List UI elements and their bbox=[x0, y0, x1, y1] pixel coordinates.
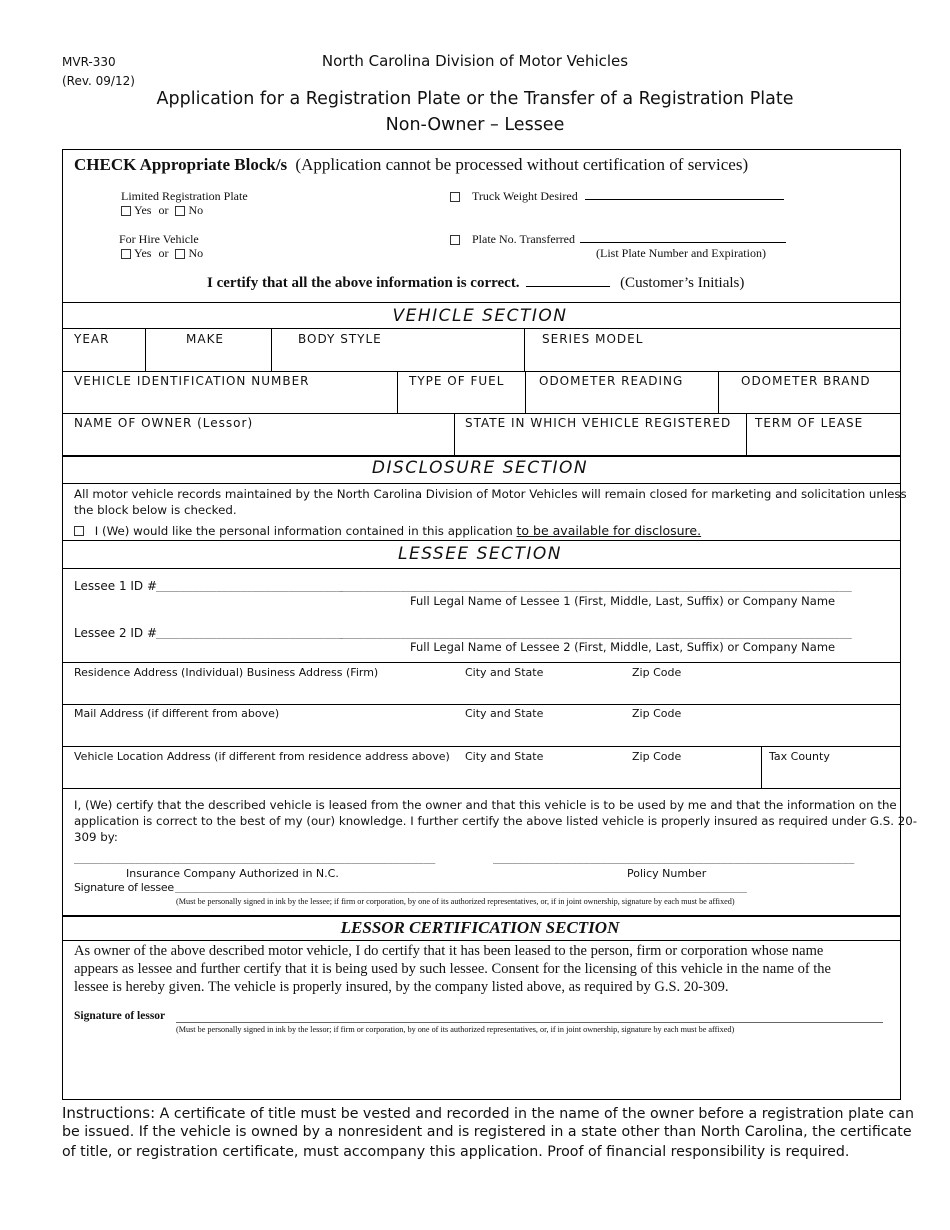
lessor-text-1: As owner of the above described motor vehicle, I do certify that it has been leased to the person, firm or corporation whose name bbox=[74, 943, 824, 959]
divider bbox=[62, 302, 901, 303]
cell-divider bbox=[746, 413, 747, 455]
page-title: Application for a Registration Plate or the Transfer of a Registration Plate bbox=[156, 89, 794, 109]
no-label: No bbox=[188, 203, 204, 217]
disclosure-option-text: I (We) would like the personal information contained in this application bbox=[94, 524, 513, 538]
odometer-reading-label: ODOMETER READING bbox=[539, 374, 684, 388]
series-model-label: SERIES MODEL bbox=[542, 332, 644, 346]
vin-label: VEHICLE IDENTIFICATION NUMBER bbox=[74, 374, 310, 388]
body-style-label: BODY STYLE bbox=[298, 332, 382, 346]
divider bbox=[62, 413, 901, 414]
certify-text: I certify that all the above information is correct. bbox=[207, 275, 520, 291]
cell-divider bbox=[454, 413, 455, 455]
mail-address-label: Mail Address (if different from above) bbox=[74, 707, 280, 720]
lessee-certify-2: application is correct to the best of my (our) knowledge. I further certify the above listed vehicle is properly insured as required under G.S. 20- bbox=[74, 814, 918, 828]
lessee-2-name-field[interactable]: _____________________________________________________________________________________ bbox=[340, 628, 852, 639]
residence-address-label: Residence Address (Individual) Business Address (Firm) bbox=[74, 666, 379, 679]
instructions-line-2: be issued. If the vehicle is owned by a nonresident and is registered in a state other than North Carolina, the certificate bbox=[62, 1124, 912, 1140]
cell-divider bbox=[524, 328, 525, 371]
lessee-signature-note: (Must be personally signed in ink by the lessee; if firm or corporation, by one of its authorized representatives, or, if in joint ownership, signature by each must be affixed) bbox=[176, 897, 735, 906]
disclosure-checkbox[interactable] bbox=[74, 526, 84, 536]
limited-plate-options bbox=[121, 203, 203, 218]
vehicle-section-title: VEHICLE SECTION bbox=[392, 306, 568, 326]
disclosure-text-2: the block below is checked. bbox=[74, 503, 237, 517]
lessor-signature-label: Signature of lessor bbox=[74, 1010, 166, 1022]
no-label: No bbox=[188, 246, 204, 260]
yes-label: Yes bbox=[134, 203, 152, 217]
lessee-2-name-label: Full Legal Name of Lessee 2 (First, Middle, Last, Suffix) or Company Name bbox=[410, 640, 836, 654]
instructions-line-3: of title, or registration certificate, must accompany this application. Proof of financial responsibility is required. bbox=[62, 1144, 850, 1160]
fuel-label: TYPE OF FUEL bbox=[409, 374, 505, 388]
disclosure-option-underlined: to be available for disclosure. bbox=[516, 523, 702, 538]
lessee-1-id-field[interactable]: _______________________________ bbox=[156, 581, 343, 592]
divider bbox=[62, 746, 901, 747]
divider bbox=[62, 915, 901, 917]
lessee-certify-1: I, (We) certify that the described vehicle is leased from the owner and that this vehicle is to be used by me and that the information on the bbox=[74, 798, 897, 812]
lessee-signature-field[interactable]: _______________________________________________________________________________________________ bbox=[175, 882, 747, 893]
divider bbox=[62, 940, 901, 941]
instructions-text-1: A certificate of title must be vested and recorded in the name of the owner before a registration plate can bbox=[155, 1106, 914, 1122]
mail-city-state-label: City and State bbox=[465, 707, 544, 720]
odometer-brand-label: ODOMETER BRAND bbox=[741, 374, 871, 388]
truck-weight-checkbox[interactable] bbox=[450, 192, 460, 202]
lessee-2-id-field[interactable]: _______________________________ bbox=[156, 628, 343, 639]
lessee-signature-label: Signature of lessee bbox=[74, 881, 174, 894]
disclosure-text-1: All motor vehicle records maintained by the North Carolina Division of Motor Vehicles will remain closed for marketing and solicitation unless bbox=[74, 487, 907, 501]
page-subtitle: Non-Owner – Lessee bbox=[385, 115, 565, 135]
plate-transferred-row bbox=[450, 232, 786, 247]
or-label: or bbox=[158, 246, 169, 260]
agency-name: North Carolina Division of Motor Vehicles bbox=[321, 52, 629, 70]
insurance-company-label: Insurance Company Authorized in N.C. bbox=[126, 867, 339, 880]
limited-no-checkbox[interactable] bbox=[175, 206, 185, 216]
or-label: or bbox=[158, 203, 169, 217]
cell-divider bbox=[397, 371, 398, 413]
check-heading: CHECK Appropriate Block/s bbox=[74, 155, 288, 174]
certify-row bbox=[207, 274, 744, 292]
disclosure-option-row bbox=[74, 523, 701, 538]
for-hire-options bbox=[121, 246, 203, 261]
insurance-company-field[interactable]: ____________________________________________________________ bbox=[74, 853, 436, 864]
policy-number-field[interactable]: ____________________________________________________________ bbox=[493, 853, 855, 864]
vehicle-location-label: Vehicle Location Address (if different from residence address above) bbox=[74, 750, 450, 763]
for-hire-label: For Hire Vehicle bbox=[119, 232, 199, 246]
owner-label: NAME OF OWNER (Lessor) bbox=[74, 416, 254, 430]
make-label: MAKE bbox=[186, 332, 225, 346]
form-number: MVR-330 bbox=[62, 55, 116, 69]
state-registered-label: STATE IN WHICH VEHICLE REGISTERED bbox=[465, 416, 732, 430]
cell-divider bbox=[145, 328, 146, 371]
for-hire-yes-checkbox[interactable] bbox=[121, 249, 131, 259]
limited-yes-checkbox[interactable] bbox=[121, 206, 131, 216]
lessee-section-title: LESSEE SECTION bbox=[398, 544, 562, 564]
for-hire-no-checkbox[interactable] bbox=[175, 249, 185, 259]
cell-divider bbox=[271, 328, 272, 371]
revision-date: (Rev. 09/12) bbox=[62, 74, 135, 88]
yes-label: Yes bbox=[134, 246, 152, 260]
lessee-1-id-label: Lessee 1 ID # bbox=[74, 579, 158, 593]
instructions-label: Instructions: bbox=[62, 1104, 156, 1122]
instructions-line-1 bbox=[62, 1104, 914, 1122]
truck-weight-row bbox=[450, 189, 784, 204]
limited-plate-label: Limited Registration Plate bbox=[121, 189, 248, 203]
divider bbox=[62, 704, 901, 705]
lessee-certify-3: 309 by: bbox=[74, 830, 118, 844]
customer-initials-field[interactable] bbox=[526, 274, 610, 287]
lessor-text-2: appears as lessee and further certify that it is being used by such lessee. Consent for the licensing of this vehicle in the name of the bbox=[74, 961, 831, 977]
divider bbox=[62, 662, 901, 663]
divider bbox=[62, 328, 901, 329]
plate-transferred-field[interactable] bbox=[580, 232, 786, 243]
location-zip-label: Zip Code bbox=[632, 750, 682, 763]
cell-divider bbox=[718, 371, 719, 413]
year-label: YEAR bbox=[74, 332, 110, 346]
divider bbox=[62, 455, 901, 457]
lessor-text-3: lessee is hereby given. The vehicle is properly insured, by the company listed above, as required by G.S. 20-309. bbox=[74, 979, 729, 995]
truck-weight-label: Truck Weight Desired bbox=[472, 189, 578, 203]
residence-zip-label: Zip Code bbox=[632, 666, 682, 679]
location-city-state-label: City and State bbox=[465, 750, 544, 763]
divider bbox=[62, 568, 901, 569]
mail-zip-label: Zip Code bbox=[632, 707, 682, 720]
plate-transferred-checkbox[interactable] bbox=[450, 235, 460, 245]
customer-initials-label: (Customer’s Initials) bbox=[620, 275, 745, 291]
plate-note: (List Plate Number and Expiration) bbox=[596, 246, 766, 260]
residence-city-state-label: City and State bbox=[465, 666, 544, 679]
check-note: (Application cannot be processed without certification of services) bbox=[295, 155, 749, 174]
divider bbox=[62, 371, 901, 372]
truck-weight-field[interactable] bbox=[585, 189, 784, 200]
lessee-1-name-label: Full Legal Name of Lessee 1 (First, Middle, Last, Suffix) or Company Name bbox=[410, 594, 836, 608]
divider bbox=[62, 540, 901, 541]
policy-number-label: Policy Number bbox=[627, 867, 707, 880]
lessor-signature-field[interactable] bbox=[176, 1022, 883, 1023]
lessee-2-id-label: Lessee 2 ID # bbox=[74, 626, 158, 640]
divider bbox=[62, 483, 901, 484]
plate-transferred-label: Plate No. Transferred bbox=[472, 232, 575, 246]
term-of-lease-label: TERM OF LEASE bbox=[755, 416, 864, 430]
disclosure-section-title: DISCLOSURE SECTION bbox=[371, 458, 589, 478]
divider bbox=[62, 788, 901, 789]
lessee-1-name-field[interactable]: _____________________________________________________________________________________ bbox=[340, 581, 852, 592]
cell-divider bbox=[525, 371, 526, 413]
check-heading-row bbox=[74, 155, 748, 175]
lessor-section-title: LESSOR CERTIFICATION SECTION bbox=[340, 918, 620, 937]
cell-divider bbox=[761, 746, 762, 788]
tax-county-label: Tax County bbox=[769, 750, 830, 763]
lessor-signature-note: (Must be personally signed in ink by the lessor; if firm or corporation, by one of its authorized representatives, or, if in joint ownership, signature by each must be affixed) bbox=[176, 1025, 735, 1034]
